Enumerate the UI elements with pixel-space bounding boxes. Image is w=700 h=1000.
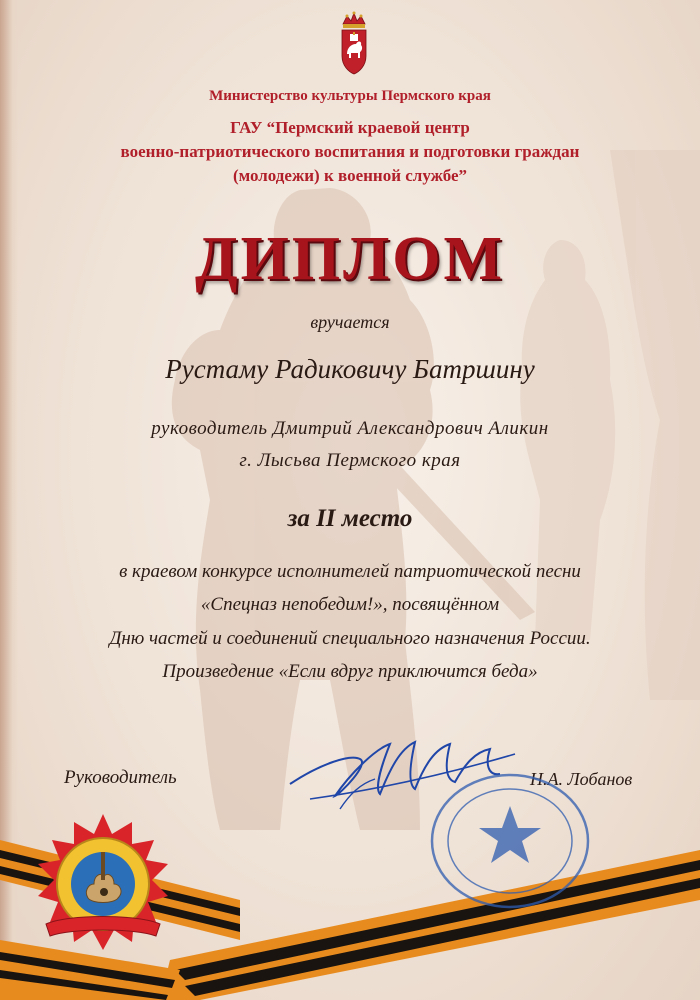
signature-role: Руководитель [64,767,177,788]
body-line-2: «Спецназ непобедим!», посвящённом [200,594,500,615]
diploma-title: ДИПЛОМ [194,225,506,293]
body-line-3: Дню частей и соединений специального назначения России. [109,628,591,649]
organization-line-2: военно-патриотического воспитания и подготовки граждан [120,142,580,161]
leader-line: руководитель Дмитрий Александрович Аликин [151,418,549,439]
perm-krai-emblem-icon [339,10,369,76]
city-line: г. Лысьва Пермского края [239,450,461,471]
recipient-name: Рустаму Радиковичу Батршину [165,354,535,384]
signature-name: Н.А. Лобанов [530,769,633,789]
place-award: за II место [287,505,413,532]
organization-line-1: ГАУ “Пермский краевой центр [230,118,470,137]
ministry-heading: Министерство культуры Пермского края [209,88,491,104]
contest-logo [28,812,178,962]
body-line-4: Произведение «Если вдруг приключится беда» [162,661,538,682]
organization-line-3: (молодежи) к военной службе” [232,166,468,185]
official-stamp [425,766,595,916]
awarded-text: вручается [310,312,390,332]
body-line-1: в краевом конкурсе исполнителей патриотической песни [119,561,581,582]
